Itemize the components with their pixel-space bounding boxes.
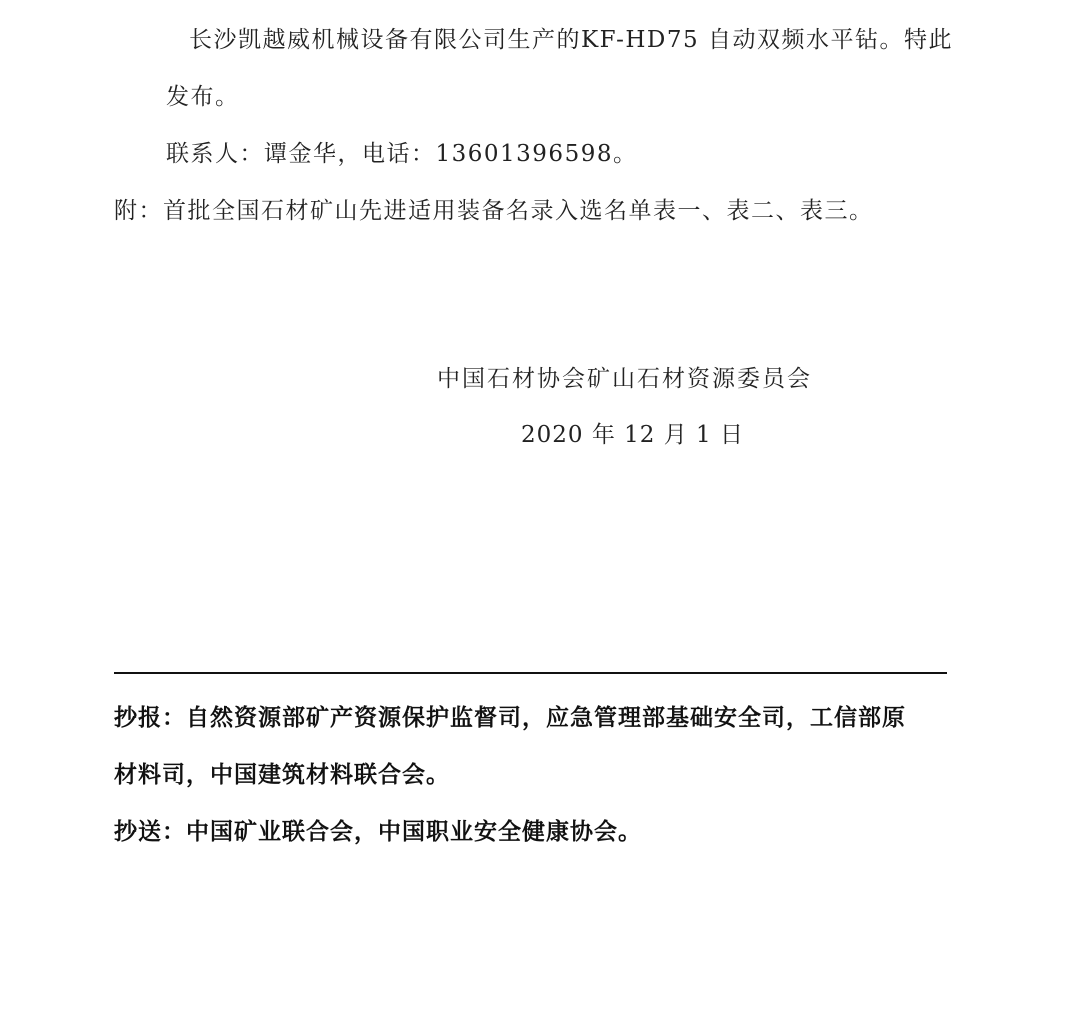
divider-rule	[114, 672, 947, 674]
announcement-paragraph-line-1: 长沙凯越威机械设备有限公司生产的KF-HD75 自动双频水平钻。特此	[189, 27, 953, 53]
signature-organization: 中国石材协会矿山石材资源委员会	[437, 366, 812, 392]
signature-date: 2020 年 12 月 1 日	[521, 422, 744, 448]
contact-line: 联系人：谭金华，电话：13601396598。	[166, 141, 638, 167]
attachment-note: 附：首批全国石材矿山先进适用装备名录入选名单表一、表二、表三。	[114, 198, 874, 224]
copy-to-line: 抄送：中国矿业联合会，中国职业安全健康协会。	[114, 819, 642, 845]
report-to-line-2: 材料司，中国建筑材料联合会。	[114, 762, 450, 788]
report-to-line-1: 抄报：自然资源部矿产资源保护监督司，应急管理部基础安全司，工信部原	[114, 705, 906, 731]
announcement-paragraph-line-2: 发布。	[166, 84, 240, 110]
